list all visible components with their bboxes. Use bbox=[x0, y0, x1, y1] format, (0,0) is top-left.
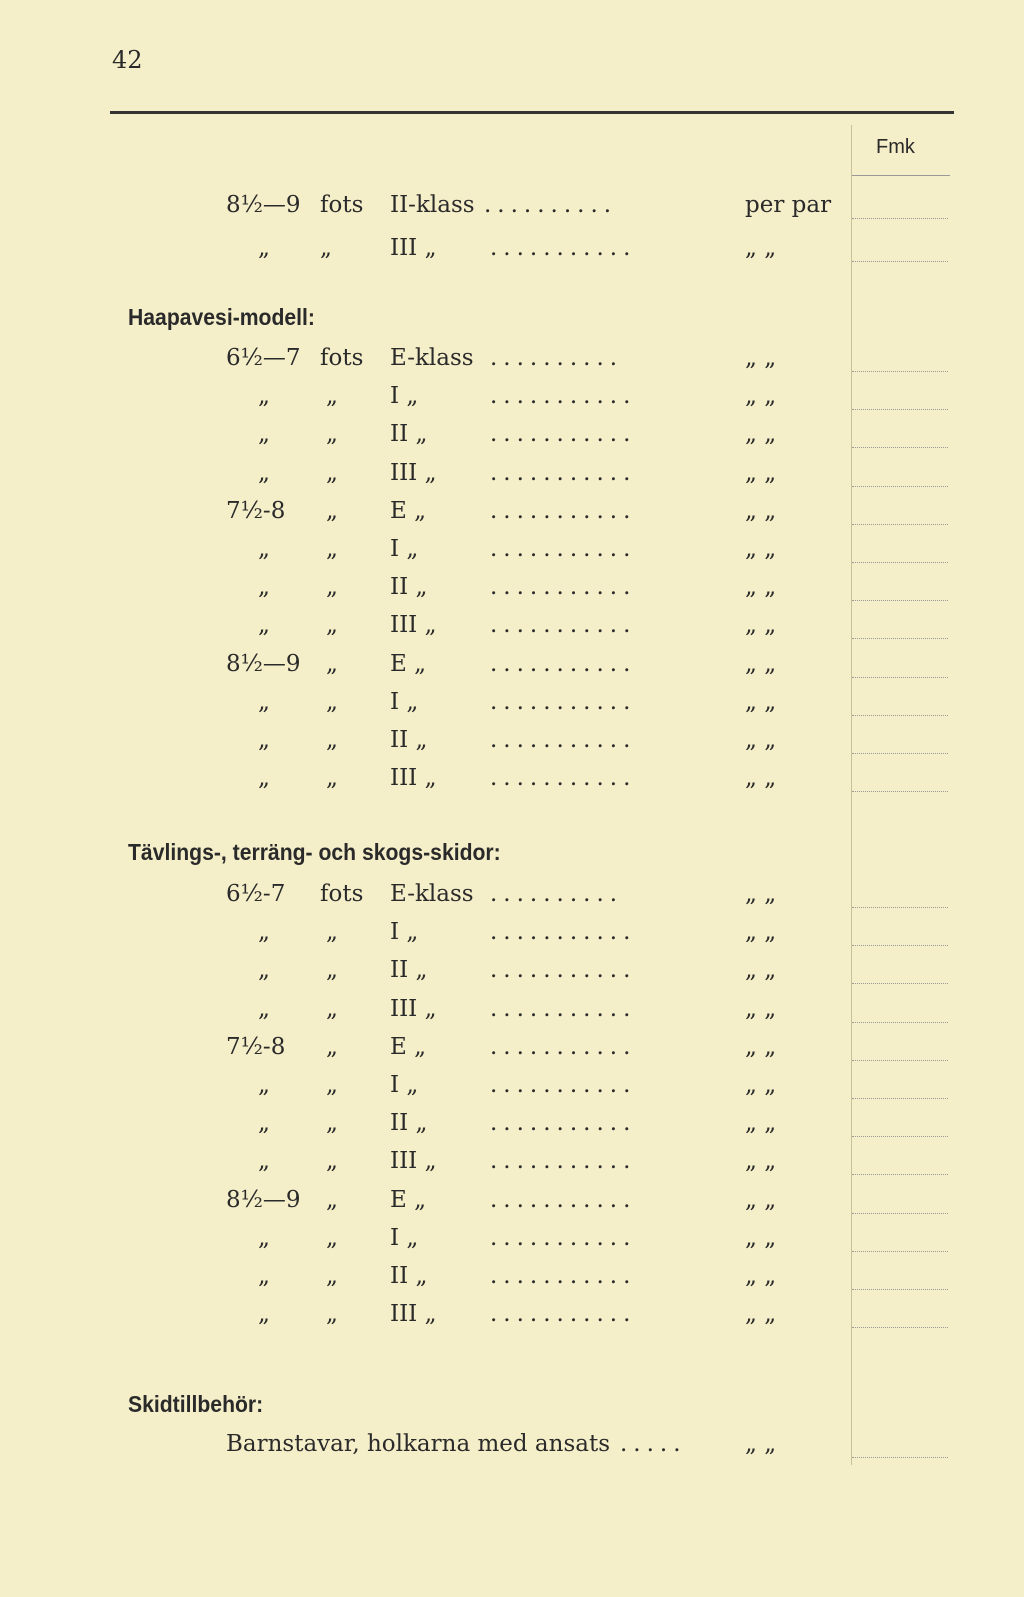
per-cell: „ „ bbox=[745, 919, 777, 946]
per-cell: „ „ bbox=[745, 995, 777, 1022]
price-field bbox=[852, 945, 948, 946]
size-cell: „ bbox=[258, 1072, 270, 1098]
price-field bbox=[852, 1327, 948, 1328]
unit-cell: „ bbox=[326, 1186, 338, 1213]
class-cell: II-klass bbox=[390, 192, 475, 218]
unit-cell: „ bbox=[326, 650, 338, 677]
size-cell: „ bbox=[258, 727, 270, 753]
per-cell: „ „ bbox=[745, 765, 777, 792]
size-cell: „ bbox=[258, 995, 270, 1022]
leader-dots: ........... bbox=[490, 765, 637, 792]
leader-dots: ........... bbox=[490, 1072, 637, 1098]
per-cell: „ „ bbox=[745, 345, 777, 371]
price-field bbox=[852, 562, 948, 563]
size-cell: „ bbox=[258, 612, 270, 639]
leader-dots: ........... bbox=[490, 1033, 637, 1060]
class-cell: III „ bbox=[390, 459, 437, 486]
price-field bbox=[852, 524, 948, 525]
unit-cell: fots bbox=[320, 881, 364, 907]
unit-cell: „ bbox=[326, 574, 338, 601]
class-cell: III „ bbox=[390, 235, 437, 261]
per-cell: „ „ bbox=[745, 612, 777, 639]
leader-dots: ........... bbox=[490, 574, 637, 601]
unit-cell: „ bbox=[326, 1224, 338, 1251]
class-cell: II „ bbox=[390, 727, 428, 753]
size-cell: 6½—7 bbox=[226, 345, 301, 371]
price-field bbox=[852, 715, 948, 716]
leader-dots: ........... bbox=[490, 957, 637, 984]
price-field bbox=[852, 1251, 948, 1252]
price-row bbox=[0, 1148, 1024, 1184]
class-cell: E „ bbox=[390, 1186, 427, 1213]
price-field bbox=[852, 1022, 948, 1023]
class-cell: I „ bbox=[390, 383, 419, 410]
size-cell: „ bbox=[258, 1301, 270, 1328]
price-row bbox=[0, 460, 1024, 496]
price-row bbox=[0, 1263, 1024, 1299]
per-cell: „ „ bbox=[745, 650, 777, 677]
page-number: 42 bbox=[112, 46, 143, 74]
price-field bbox=[852, 409, 948, 410]
leader-dots: ........... bbox=[490, 421, 637, 448]
class-cell: II „ bbox=[390, 957, 428, 984]
section-heading: Tävlings-, terräng- och skogs-skidor: bbox=[128, 839, 501, 865]
class-cell: III „ bbox=[390, 765, 437, 792]
per-cell: „ „ bbox=[745, 1301, 777, 1328]
item-description: Barnstavar, holkarna med ansats bbox=[226, 1431, 611, 1457]
leader-dots: ........... bbox=[490, 536, 637, 562]
leader-dots: .......... bbox=[490, 345, 624, 371]
class-cell: I „ bbox=[390, 1072, 419, 1098]
class-cell: E-klass bbox=[390, 881, 474, 907]
price-field bbox=[852, 983, 948, 984]
price-row bbox=[0, 1431, 1024, 1467]
price-row bbox=[0, 421, 1024, 457]
price-field bbox=[852, 1098, 948, 1099]
price-row bbox=[0, 498, 1024, 534]
price-row bbox=[0, 765, 1024, 801]
per-cell: „ „ bbox=[745, 235, 777, 261]
class-cell: I „ bbox=[390, 688, 419, 715]
size-cell: „ bbox=[258, 1148, 270, 1175]
price-header-underline bbox=[852, 175, 950, 176]
price-row bbox=[0, 651, 1024, 687]
price-row bbox=[0, 1110, 1024, 1146]
price-row bbox=[0, 235, 1024, 271]
per-cell: „ „ bbox=[745, 1033, 777, 1060]
unit-cell: „ bbox=[326, 421, 338, 448]
section-heading: Skidtillbehör: bbox=[128, 1391, 264, 1417]
price-column-header: Fmk bbox=[876, 136, 915, 158]
unit-cell: „ bbox=[326, 727, 338, 753]
price-row bbox=[0, 919, 1024, 955]
class-cell: III „ bbox=[390, 1148, 437, 1175]
size-cell: 8½—9 bbox=[226, 1186, 301, 1213]
price-row bbox=[0, 574, 1024, 610]
leader-dots: ........... bbox=[490, 497, 637, 524]
size-cell: „ bbox=[258, 1110, 270, 1137]
class-cell: III „ bbox=[390, 612, 437, 639]
leader-dots: .......... bbox=[484, 192, 618, 218]
price-field bbox=[852, 1213, 948, 1214]
unit-cell: „ bbox=[326, 1072, 338, 1098]
leader-dots: ........... bbox=[490, 995, 637, 1022]
class-cell: I „ bbox=[390, 536, 419, 562]
leader-dots: ........... bbox=[490, 1148, 637, 1175]
size-cell: 8½—9 bbox=[226, 650, 301, 677]
per-cell: „ „ bbox=[745, 497, 777, 524]
leader-dots: ........... bbox=[490, 1301, 637, 1328]
leader-dots: ........... bbox=[490, 727, 637, 753]
leader-dots: ........... bbox=[490, 383, 637, 410]
class-cell: II „ bbox=[390, 1110, 428, 1137]
size-cell: „ bbox=[258, 235, 270, 261]
size-cell: „ bbox=[258, 574, 270, 601]
price-field bbox=[852, 907, 948, 908]
size-cell: „ bbox=[258, 421, 270, 448]
price-field bbox=[852, 1457, 948, 1458]
size-cell: „ bbox=[258, 765, 270, 792]
size-cell: 7½-8 bbox=[226, 1033, 286, 1060]
price-field bbox=[852, 486, 948, 487]
price-field bbox=[852, 371, 948, 372]
leader-dots: ........... bbox=[490, 1110, 637, 1137]
per-cell: „ „ bbox=[745, 1224, 777, 1251]
leader-dots: .......... bbox=[490, 881, 624, 907]
per-cell: „ „ bbox=[745, 688, 777, 715]
per-cell: „ „ bbox=[745, 1431, 777, 1457]
per-cell: „ „ bbox=[745, 1186, 777, 1213]
per-cell: „ „ bbox=[745, 1263, 777, 1289]
top-rule bbox=[110, 111, 954, 114]
size-cell: 8½—9 bbox=[226, 192, 301, 218]
per-cell: „ „ bbox=[745, 881, 777, 907]
leader-dots: ........... bbox=[490, 1263, 637, 1289]
unit-cell: „ bbox=[326, 957, 338, 984]
class-cell: I „ bbox=[390, 919, 419, 946]
price-row bbox=[0, 1225, 1024, 1261]
price-row bbox=[0, 957, 1024, 993]
leader-dots: ..... bbox=[620, 1431, 687, 1457]
price-row bbox=[0, 612, 1024, 648]
leader-dots: ........... bbox=[490, 1224, 637, 1251]
per-cell: „ „ bbox=[745, 727, 777, 753]
price-row bbox=[0, 192, 1024, 228]
size-cell: „ bbox=[258, 919, 270, 946]
class-cell: II „ bbox=[390, 421, 428, 448]
size-cell: „ bbox=[258, 957, 270, 984]
price-row bbox=[0, 689, 1024, 725]
price-row bbox=[0, 1072, 1024, 1108]
price-row bbox=[0, 727, 1024, 763]
price-field bbox=[852, 638, 948, 639]
price-field bbox=[852, 1289, 948, 1290]
section-heading: Haapavesi-modell: bbox=[128, 304, 315, 330]
price-field bbox=[852, 677, 948, 678]
unit-cell: „ bbox=[326, 688, 338, 715]
unit-cell: „ bbox=[326, 765, 338, 792]
leader-dots: ........... bbox=[490, 650, 637, 677]
per-cell: per par bbox=[745, 192, 832, 218]
per-cell: „ „ bbox=[745, 957, 777, 984]
price-row bbox=[0, 345, 1024, 381]
unit-cell: „ bbox=[326, 612, 338, 639]
class-cell: E-klass bbox=[390, 345, 474, 371]
unit-cell: „ bbox=[326, 1148, 338, 1175]
class-cell: E „ bbox=[390, 650, 427, 677]
price-field bbox=[852, 753, 948, 754]
class-cell: I „ bbox=[390, 1224, 419, 1251]
unit-cell: fots bbox=[320, 192, 364, 218]
price-field bbox=[852, 1060, 948, 1061]
price-field bbox=[852, 218, 948, 219]
class-cell: III „ bbox=[390, 995, 437, 1022]
per-cell: „ „ bbox=[745, 1110, 777, 1137]
leader-dots: ........... bbox=[490, 459, 637, 486]
unit-cell: „ bbox=[326, 995, 338, 1022]
class-cell: II „ bbox=[390, 1263, 428, 1289]
leader-dots: ........... bbox=[490, 919, 637, 946]
size-cell: „ bbox=[258, 536, 270, 562]
price-row bbox=[0, 1187, 1024, 1223]
size-cell: 6½-7 bbox=[226, 881, 286, 907]
price-field bbox=[852, 261, 948, 262]
per-cell: „ „ bbox=[745, 421, 777, 448]
size-cell: „ bbox=[258, 688, 270, 715]
price-field bbox=[852, 447, 948, 448]
price-row bbox=[0, 1034, 1024, 1070]
size-cell: 7½-8 bbox=[226, 497, 286, 524]
unit-cell: fots bbox=[320, 345, 364, 371]
unit-cell: „ bbox=[326, 1110, 338, 1137]
per-cell: „ „ bbox=[745, 536, 777, 562]
unit-cell: „ bbox=[326, 536, 338, 562]
size-cell: „ bbox=[258, 383, 270, 410]
price-field bbox=[852, 600, 948, 601]
unit-cell: „ bbox=[320, 235, 332, 261]
size-cell: „ bbox=[258, 1224, 270, 1251]
class-cell: E „ bbox=[390, 497, 427, 524]
leader-dots: ........... bbox=[490, 235, 637, 261]
per-cell: „ „ bbox=[745, 1072, 777, 1098]
price-row bbox=[0, 536, 1024, 572]
price-field bbox=[852, 1174, 948, 1175]
price-field bbox=[852, 791, 948, 792]
unit-cell: „ bbox=[326, 1301, 338, 1328]
price-row bbox=[0, 996, 1024, 1032]
leader-dots: ........... bbox=[490, 612, 637, 639]
size-cell: „ bbox=[258, 459, 270, 486]
per-cell: „ „ bbox=[745, 574, 777, 601]
per-cell: „ „ bbox=[745, 1148, 777, 1175]
price-field bbox=[852, 1136, 948, 1137]
size-cell: „ bbox=[258, 1263, 270, 1289]
unit-cell: „ bbox=[326, 497, 338, 524]
leader-dots: ........... bbox=[490, 1186, 637, 1213]
per-cell: „ „ bbox=[745, 459, 777, 486]
price-row bbox=[0, 383, 1024, 419]
price-row bbox=[0, 881, 1024, 917]
leader-dots: ........... bbox=[490, 688, 637, 715]
unit-cell: „ bbox=[326, 919, 338, 946]
class-cell: III „ bbox=[390, 1301, 437, 1328]
price-row bbox=[0, 1301, 1024, 1337]
per-cell: „ „ bbox=[745, 383, 777, 410]
unit-cell: „ bbox=[326, 1263, 338, 1289]
unit-cell: „ bbox=[326, 459, 338, 486]
class-cell: II „ bbox=[390, 574, 428, 601]
unit-cell: „ bbox=[326, 383, 338, 410]
class-cell: E „ bbox=[390, 1033, 427, 1060]
unit-cell: „ bbox=[326, 1033, 338, 1060]
